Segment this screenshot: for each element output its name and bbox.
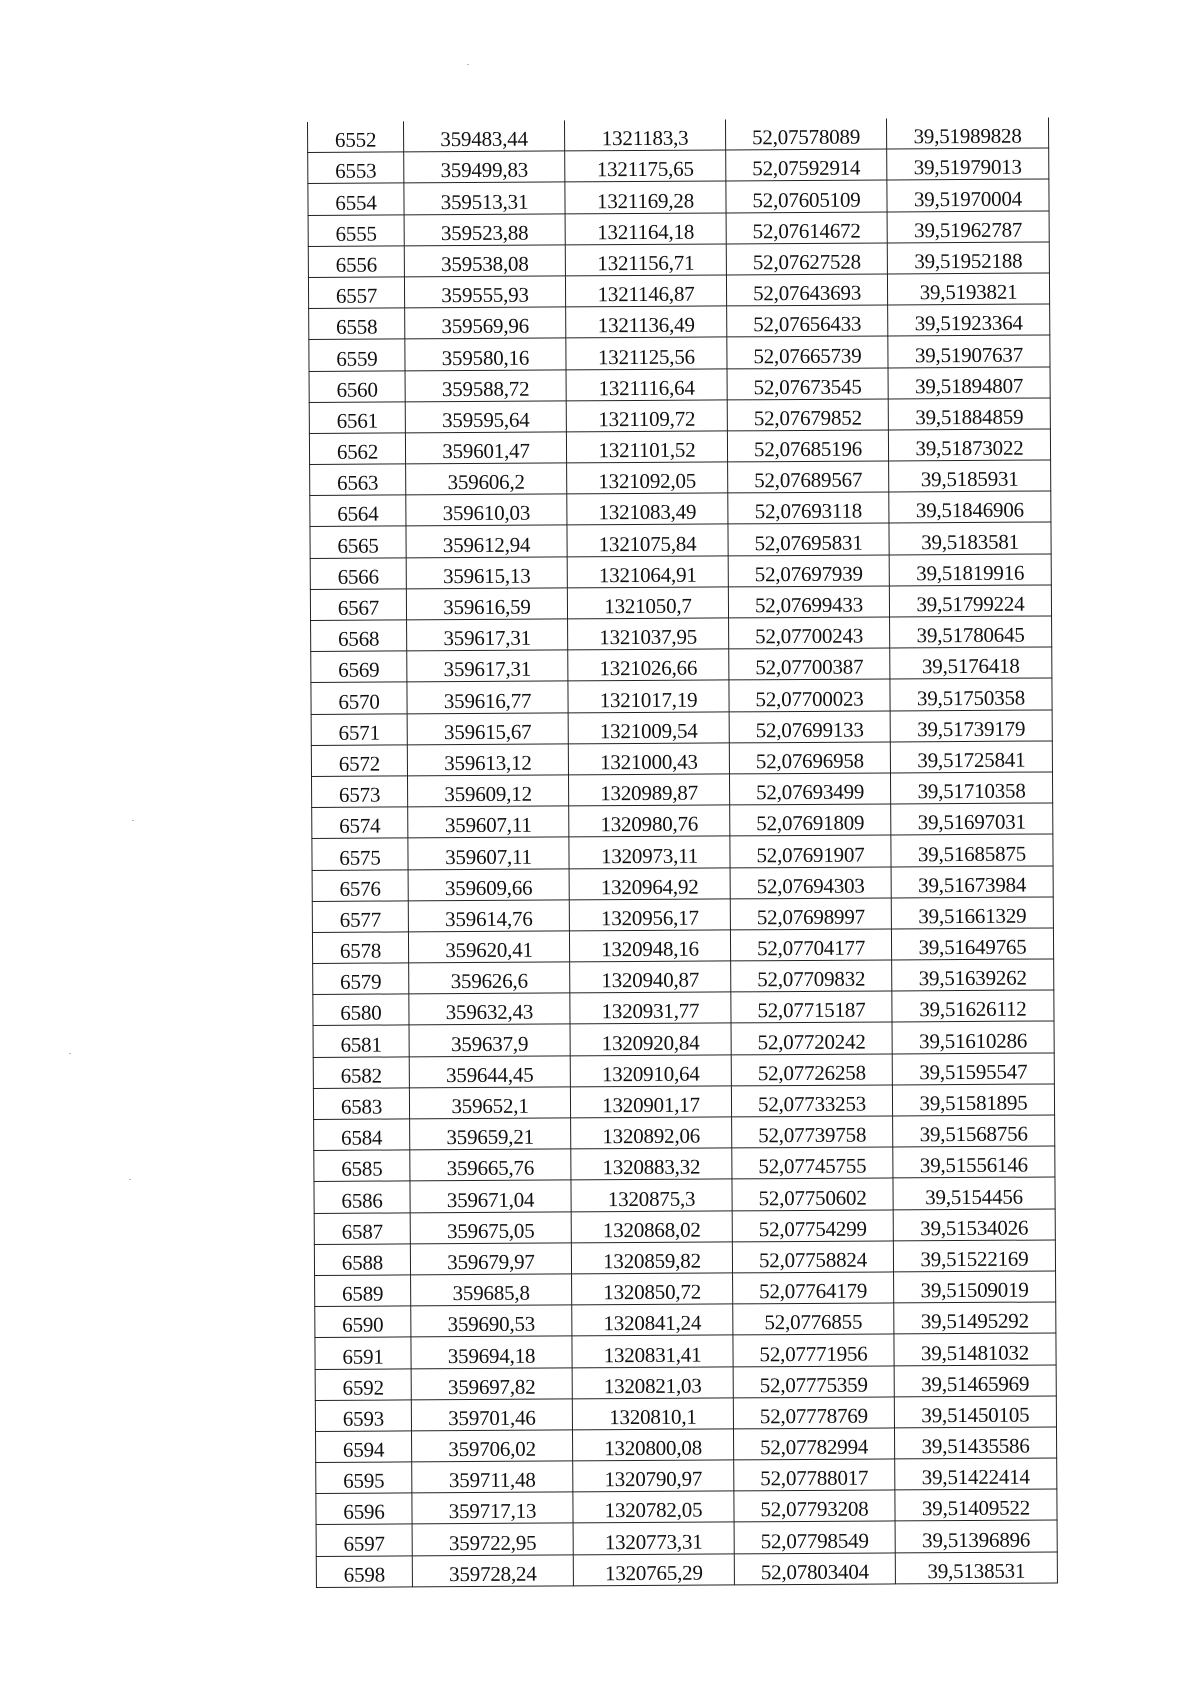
coordinate-cell: 52,07695831 [728,523,889,555]
point-number-cell: 6555 [308,214,404,246]
coordinate-table [307,117,1058,1587]
coordinate-cell: 1321017,19 [568,680,729,712]
point-number-cell: 6593 [315,1400,411,1432]
coordinate-cell: 1320782,05 [573,1491,734,1523]
table-row [314,1209,1055,1245]
coordinate-cell: 359665,76 [410,1149,571,1181]
coordinate-cell: 1320920,84 [570,1023,731,1055]
coordinate-cell: 52,07750602 [732,1178,893,1210]
table-row [309,398,1050,434]
coordinate-cell: 52,07605109 [726,180,887,212]
coordinate-cell: 1320790,97 [573,1460,734,1492]
point-number-cell: 6565 [310,526,406,558]
coordinate-cell: 359595,64 [405,401,566,433]
table-row [312,834,1053,870]
table-row [316,1489,1057,1525]
coordinate-cell: 359637,9 [409,1024,570,1056]
coordinate-cell: 52,07788017 [734,1459,895,1491]
point-number-cell: 6587 [314,1212,410,1244]
table-row [312,803,1053,839]
table-row [311,772,1052,808]
coordinate-cell: 359671,04 [410,1180,571,1212]
table-row [314,1240,1055,1276]
coordinate-cell: 39,51495292 [894,1302,1056,1334]
coordinate-cell: 52,0776855 [733,1303,894,1335]
point-number-cell: 6583 [313,1088,409,1120]
point-number-cell: 6592 [315,1368,411,1400]
coordinate-cell: 359659,21 [410,1118,571,1150]
table-row [316,1552,1057,1588]
point-number-cell: 6579 [313,963,409,995]
coordinate-cell: 52,07691809 [730,804,891,836]
coordinate-cell: 52,07578089 [725,118,886,150]
point-number-cell: 6598 [316,1556,412,1588]
table-row [312,928,1053,964]
coordinate-cell: 1321092,05 [567,462,728,494]
coordinate-cell: 1321146,87 [565,275,726,307]
coordinate-cell: 1321169,28 [565,181,726,213]
coordinate-cell: 1320956,17 [569,899,730,931]
coordinate-cell: 52,07697939 [728,555,889,587]
coordinate-cell: 1321064,91 [567,556,728,588]
coordinate-cell: 52,07733253 [731,1085,892,1117]
point-number-cell: 6570 [311,682,407,714]
coordinate-cell: 1320883,32 [571,1148,732,1180]
coordinate-cell: 359523,88 [404,213,565,245]
coordinate-cell: 52,07803404 [734,1553,895,1585]
coordinate-cell: 1321175,65 [565,150,726,182]
table-row [310,554,1051,590]
table-row [308,117,1049,152]
coordinate-cell: 52,07656433 [727,305,888,337]
point-number-cell: 6563 [310,464,406,496]
coordinate-cell: 52,07698997 [730,898,891,930]
coordinate-cell: 39,51396896 [895,1520,1057,1552]
coordinate-cell: 359644,45 [409,1056,570,1088]
point-number-cell: 6572 [311,745,407,777]
coordinate-cell: 1320980,76 [569,805,730,837]
coordinate-cell: 359728,24 [412,1555,573,1587]
coordinate-cell: 52,07700243 [729,617,890,649]
coordinate-cell: 359697,82 [411,1367,572,1399]
coordinate-cell: 52,07793208 [734,1490,895,1522]
table-row [313,1053,1054,1089]
coordinate-cell: 52,07694303 [730,866,891,898]
coordinate-cell: 1321101,52 [566,431,727,463]
point-number-cell: 6595 [316,1462,412,1494]
coordinate-cell: 52,07758824 [732,1241,893,1273]
table-row [308,211,1049,247]
point-number-cell: 6586 [314,1181,410,1213]
point-number-cell: 6590 [315,1306,411,1338]
point-number-cell: 6588 [314,1244,410,1276]
point-number-cell: 6557 [308,277,404,309]
point-number-cell: 6594 [315,1431,411,1463]
table-row [311,647,1052,683]
coordinate-cell: 1321009,54 [568,711,729,743]
coordinate-cell: 52,07693118 [728,492,889,524]
coordinate-cell: 39,51750358 [890,678,1052,710]
table-row [309,366,1050,402]
coordinate-cell: 359610,03 [406,494,567,526]
point-number-cell: 6559 [309,339,405,371]
coordinate-cell: 1320810,1 [572,1398,733,1430]
table-row [315,1333,1056,1369]
coordinate-cell: 39,51894807 [888,366,1050,398]
table-row [315,1427,1056,1463]
coordinate-cell: 1320973,11 [569,836,730,868]
coordinate-cell: 39,51534026 [893,1209,1055,1241]
coordinate-cell: 1320901,17 [570,1086,731,1118]
coordinate-cell: 39,51685875 [891,834,1053,866]
coordinate-cell: 1320868,02 [571,1210,732,1242]
table-row [316,1458,1057,1494]
coordinate-cell: 359616,59 [406,588,567,620]
coordinate-cell: 1321083,49 [567,493,728,525]
point-number-cell: 6578 [312,932,408,964]
coordinate-cell: 39,51884859 [888,398,1050,430]
coordinate-cell: 52,07673545 [727,367,888,399]
coordinate-cell: 52,07592914 [726,149,887,181]
coordinate-cell: 359609,12 [407,775,568,807]
point-number-cell: 6584 [314,1119,410,1151]
coordinate-cell: 52,07699133 [729,711,890,743]
coordinate-cell: 359706,02 [411,1430,572,1462]
coordinate-cell: 359615,67 [407,712,568,744]
coordinate-cell: 52,07715187 [731,991,892,1023]
coordinate-cell: 52,07693499 [729,773,890,805]
coordinate-cell: 1320841,24 [572,1304,733,1336]
coordinate-cell: 52,07699433 [728,586,889,618]
point-number-cell: 6591 [315,1337,411,1369]
coordinate-cell: 39,51739179 [890,710,1052,742]
table-row [315,1364,1056,1400]
point-number-cell: 6560 [309,370,405,402]
coordinate-cell: 52,07700023 [729,679,890,711]
coordinate-cell: 39,51610286 [892,1021,1054,1053]
coordinate-cell: 1321136,49 [566,306,727,338]
coordinate-cell: 39,51639262 [892,959,1054,991]
table-row [309,304,1050,340]
coordinate-cell: 1320821,03 [572,1366,733,1398]
coordinate-cell: 52,07782994 [733,1428,894,1460]
point-number-cell: 6552 [308,121,404,152]
coordinate-cell: 359675,05 [410,1211,571,1243]
coordinate-cell: 1321026,66 [568,649,729,681]
table-row [313,1021,1054,1057]
point-number-cell: 6571 [311,713,407,745]
coordinate-cell: 52,07775359 [733,1365,894,1397]
coordinate-cell: 39,51481032 [894,1333,1056,1365]
coordinate-cell: 52,07614672 [726,212,887,244]
coordinate-cell: 52,07627528 [726,243,887,275]
coordinate-cell: 39,51409522 [895,1489,1057,1521]
coordinate-cell: 52,07798549 [734,1521,895,1553]
table-row [315,1396,1056,1432]
point-number-cell: 6567 [310,589,406,621]
coordinate-cell: 359652,1 [409,1087,570,1119]
table-row [308,273,1049,309]
table-row [316,1520,1057,1556]
coordinate-cell: 1320964,92 [569,867,730,899]
coordinate-cell: 39,51595547 [892,1053,1054,1085]
coordinate-cell: 39,5183581 [889,522,1051,554]
coordinate-cell: 39,51673984 [891,865,1053,897]
coordinate-cell: 52,07689567 [728,461,889,493]
point-number-cell: 6580 [313,994,409,1026]
coordinate-cell: 359722,95 [412,1523,573,1555]
coordinate-cell: 39,5176418 [890,647,1052,679]
coordinate-cell: 52,07696958 [729,742,890,774]
table-row [312,897,1053,933]
coordinate-cell: 359614,76 [408,900,569,932]
table-row [315,1302,1056,1338]
coordinate-table-body [308,117,1058,1587]
coordinate-cell: 1321050,7 [567,587,728,619]
coordinate-cell: 52,07709832 [731,960,892,992]
coordinate-cell: 52,07679852 [727,399,888,431]
coordinate-cell: 39,51450105 [894,1396,1056,1428]
coordinate-cell: 39,51509019 [894,1271,1056,1303]
coordinate-cell: 1320859,82 [571,1242,732,1274]
table-row [308,148,1049,184]
coordinate-cell: 52,07745755 [732,1147,893,1179]
coordinate-cell: 359617,31 [407,650,568,682]
coordinate-cell: 359717,13 [412,1492,573,1524]
coordinate-cell: 359616,77 [407,681,568,713]
coordinate-cell: 39,51962787 [887,211,1049,243]
coordinate-cell: 52,07691907 [730,835,891,867]
coordinate-cell: 1320765,29 [573,1554,734,1586]
coordinate-cell: 359612,94 [406,525,567,557]
coordinate-cell: 39,51581895 [892,1084,1054,1116]
coordinate-cell: 39,51923364 [888,304,1050,336]
point-number-cell: 6596 [316,1493,412,1525]
coordinate-cell: 39,51819916 [889,554,1051,586]
point-number-cell: 6582 [313,1057,409,1089]
coordinate-cell: 1321037,95 [568,618,729,650]
coordinate-cell: 359620,41 [408,931,569,963]
point-number-cell: 6575 [312,838,408,870]
coordinate-cell: 52,07720242 [731,1022,892,1054]
coordinate-cell: 39,51697031 [891,803,1053,835]
table-row [311,678,1052,714]
coordinate-cell: 1320910,64 [570,1055,731,1087]
coordinate-cell: 359601,47 [405,432,566,464]
coordinate-cell: 39,51846906 [889,491,1051,523]
coordinate-cell: 39,5193821 [887,273,1049,305]
coordinate-cell: 359555,93 [404,276,565,308]
coordinate-cell: 39,51710358 [890,772,1052,804]
coordinate-cell: 1320931,77 [570,992,731,1024]
coordinate-cell: 39,51465969 [894,1364,1056,1396]
table-row [314,1146,1055,1182]
coordinate-cell: 1320875,3 [571,1179,732,1211]
coordinate-cell: 359607,11 [408,837,569,869]
coordinate-cell: 1320989,87 [568,774,729,806]
table-row [313,1084,1054,1120]
coordinate-cell: 52,07754299 [732,1210,893,1242]
coordinate-cell: 359690,53 [411,1305,572,1337]
coordinate-cell: 39,51873022 [888,429,1050,461]
coordinate-cell: 39,51568756 [893,1115,1055,1147]
coordinate-cell: 1320800,08 [572,1429,733,1461]
coordinate-cell: 1320948,16 [569,930,730,962]
coordinate-cell: 52,07771956 [733,1334,894,1366]
point-number-cell: 6589 [315,1275,411,1307]
point-number-cell: 6553 [308,152,404,184]
point-number-cell: 6569 [311,651,407,683]
coordinate-cell: 39,51780645 [890,616,1052,648]
coordinate-cell: 52,07778769 [733,1397,894,1429]
point-number-cell: 6554 [308,183,404,215]
coordinate-cell: 39,51799224 [889,585,1051,617]
coordinate-cell: 1321125,56 [566,337,727,369]
scan-speck [467,64,469,65]
table-row [308,179,1049,215]
coordinate-cell: 1321164,18 [565,213,726,245]
coordinate-cell: 1320831,41 [572,1335,733,1367]
coordinate-cell: 359632,43 [409,993,570,1025]
coordinate-cell: 359499,83 [404,151,565,183]
table-row [310,522,1051,558]
scan-speck [69,1053,71,1054]
table-row [314,1115,1055,1151]
table-row [309,429,1050,465]
coordinate-cell: 39,51522169 [893,1240,1055,1272]
coordinate-cell: 1321109,72 [566,400,727,432]
coordinate-cell: 39,51556146 [893,1146,1055,1178]
point-number-cell: 6577 [312,901,408,933]
coordinate-cell: 52,07726258 [731,1054,892,1086]
coordinate-cell: 39,51970004 [887,179,1049,211]
coordinate-cell: 39,5138531 [895,1552,1057,1584]
table-row [309,335,1050,371]
coordinate-cell: 39,51661329 [891,897,1053,929]
coordinate-cell: 39,51979013 [887,148,1049,180]
coordinate-cell: 39,51626112 [892,990,1054,1022]
table-row [311,616,1052,652]
coordinate-cell: 1320850,72 [572,1273,733,1305]
scan-speck [129,1179,131,1180]
coordinate-cell: 1321000,43 [568,743,729,775]
coordinate-cell: 1321075,84 [567,524,728,556]
coordinate-cell: 359580,16 [405,338,566,370]
point-number-cell: 6558 [309,308,405,340]
coordinate-cell: 52,07764179 [733,1272,894,1304]
coordinate-cell: 359701,46 [411,1399,572,1431]
point-number-cell: 6562 [309,433,405,465]
coordinate-cell: 39,51435586 [894,1427,1056,1459]
coordinate-cell: 52,07665739 [727,336,888,368]
coordinate-cell: 359588,72 [405,369,566,401]
point-number-cell: 6573 [311,776,407,808]
coordinate-cell: 1321156,71 [565,244,726,276]
coordinate-cell: 39,51907637 [888,335,1050,367]
coordinate-cell: 359694,18 [411,1336,572,1368]
coordinate-cell: 359613,12 [407,744,568,776]
table-row [315,1271,1056,1307]
coordinate-cell: 1321183,3 [564,119,725,151]
coordinate-cell: 359607,11 [408,806,569,838]
coordinate-cell: 359615,13 [406,557,567,589]
coordinate-cell: 39,5185931 [889,460,1051,492]
point-number-cell: 6574 [312,807,408,839]
point-number-cell: 6581 [313,1025,409,1057]
table-row [310,585,1051,621]
coordinate-cell: 359626,6 [409,962,570,994]
table-row [310,460,1051,496]
coordinate-cell: 52,07685196 [727,430,888,462]
coordinate-cell: 359617,31 [407,619,568,651]
coordinate-cell: 359569,96 [405,307,566,339]
coordinate-cell: 359609,66 [408,868,569,900]
scan-speck [132,820,134,821]
coordinate-cell: 359538,08 [404,245,565,277]
coordinate-cell: 39,51952188 [887,242,1049,274]
coordinate-cell: 39,51725841 [890,741,1052,773]
point-number-cell: 6566 [310,558,406,590]
coordinate-cell: 359679,97 [410,1243,571,1275]
table-row [311,710,1052,746]
coordinate-cell: 359513,31 [404,182,565,214]
table-row [314,1177,1055,1213]
coordinate-cell: 52,07643693 [726,274,887,306]
point-number-cell: 6556 [308,246,404,278]
coordinate-cell: 1321116,64 [566,368,727,400]
coordinate-cell: 52,07700387 [729,648,890,680]
point-number-cell: 6564 [310,495,406,527]
coordinate-cell: 359711,48 [412,1461,573,1493]
coordinate-cell: 359483,44 [403,120,564,152]
coordinate-cell: 39,51422414 [895,1458,1057,1490]
coordinate-cell: 39,5154456 [893,1177,1055,1209]
point-number-cell: 6576 [312,869,408,901]
table-row [311,741,1052,777]
table-row [313,990,1054,1026]
coordinate-cell: 1320940,87 [570,961,731,993]
coordinate-cell: 1320892,06 [571,1117,732,1149]
table-row [313,959,1054,995]
table-row [310,491,1051,527]
point-number-cell: 6561 [309,402,405,434]
coordinate-cell: 52,07739758 [732,1116,893,1148]
coordinate-cell: 52,07704177 [730,929,891,961]
point-number-cell: 6568 [311,620,407,652]
coordinate-cell: 39,51649765 [891,928,1053,960]
coordinate-cell: 359685,8 [411,1274,572,1306]
table-row [312,865,1053,901]
point-number-cell: 6597 [316,1524,412,1556]
coordinate-cell: 39,51989828 [886,117,1048,149]
coordinate-cell: 359606,2 [406,463,567,495]
coordinate-cell: 1320773,31 [573,1522,734,1554]
table-row [308,242,1049,278]
point-number-cell: 6585 [314,1150,410,1182]
